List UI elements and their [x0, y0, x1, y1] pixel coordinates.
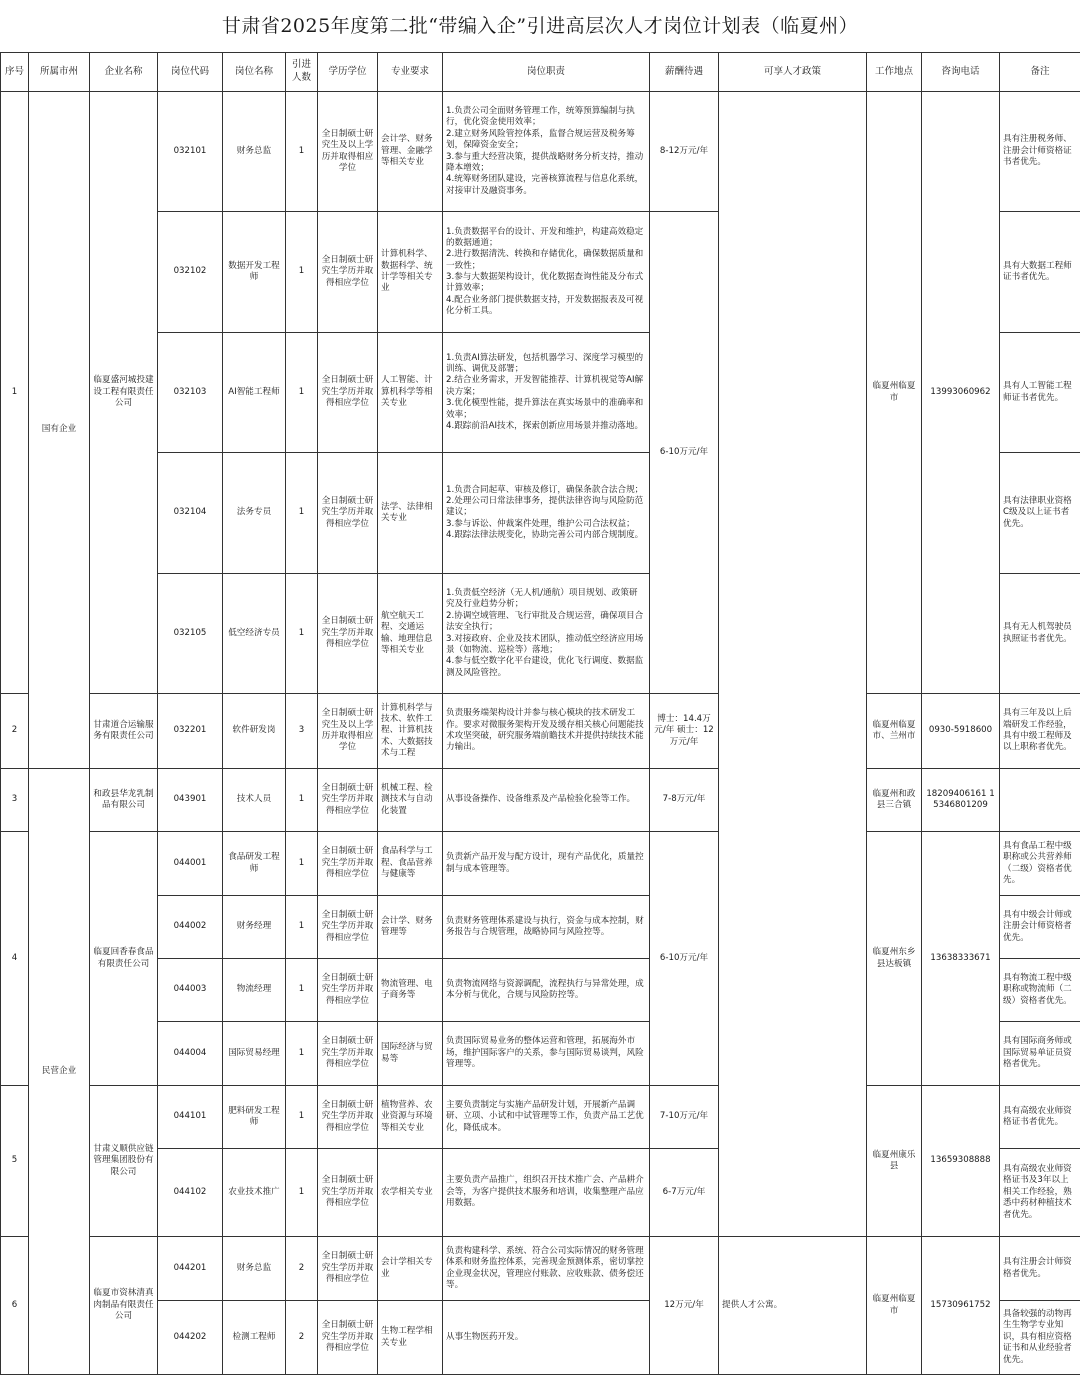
count-cell: 3 — [286, 694, 318, 769]
education-cell: 全日制硕士研究生学历并取得相应学位 — [318, 333, 378, 453]
duties-cell: 负责物流网络与资源调配，流程执行与异常处理，成本分析与优化，合规与风险防控等。 — [443, 959, 650, 1022]
duties-cell: 负责国际贸易业务的整体运营和管理，拓展海外市场，维护国际客户的关系，参与国际贸易谈判，风险管理等。 — [443, 1022, 650, 1086]
category-cell: 国有企业 — [29, 92, 90, 769]
duties-cell: 负责服务端架构设计并参与核心模块的技术研发工作。要求对微服务架构开发及缓存相关核心问题能技术攻坚突破，研究服务端前瞻技术并提供持续技术能力输出。 — [443, 694, 650, 769]
education-cell: 全日制硕士研究生学历并取得相应学位 — [318, 959, 378, 1022]
job-name-cell: 技术人员 — [223, 769, 286, 832]
page-title: 甘肃省2025年度第二批“带编入企”引进高层次人才岗位计划表（临夏州） — [221, 15, 859, 37]
count-cell: 2 — [286, 1301, 318, 1375]
duties-cell: 1.负责AI算法研发，包括机器学习、深度学习模型的训练、调优及部署； 2.结合业务需求，开发智能推荐、计算机视觉等AI解决方案； 3.优化模型性能，提升算法在真实场景中的准确率和效率； 4.跟踪前沿AI技术，探索创新应用场景并推动落地。 — [443, 333, 650, 453]
notes-cell: 具有注册税务师、注册会计师资格证书者优先。 — [1000, 92, 1080, 212]
category-cell: 民营企业 — [29, 769, 90, 1375]
duties-cell: 1.负责数据平台的设计、开发和维护，构建高效稳定的数据通道； 2.进行数据清洗、转换和存储优化，确保数据质量和一致性； 3.参与大数据架构设计，优化数据查询性能及分布式计算效率； 4.配合业务部门提供数据支持，开发数据报表及可视化分析工具。 — [443, 212, 650, 333]
header-count: 引进人数 — [286, 53, 318, 92]
recruitment-plan-table — [0, 52, 1080, 1375]
count-cell: 1 — [286, 959, 318, 1022]
header-duties: 岗位职责 — [443, 53, 650, 92]
major-cell: 食品科学与工程、食品营养与健康等 — [378, 832, 443, 896]
seq-cell: 2 — [1, 694, 29, 769]
duties-cell: 负责财务管理体系建设与执行，资金与成本控制，财务报告与合规管理，战略协同与风险控等。 — [443, 896, 650, 959]
major-cell: 国际经济与贸易等 — [378, 1022, 443, 1086]
phone-cell: 15730961752 — [922, 1237, 1000, 1375]
job-name-cell: 财务总监 — [223, 92, 286, 212]
major-cell: 会计学、财务管理等 — [378, 896, 443, 959]
major-cell: 航空航天工程、交通运输、地理信息等相关专业 — [378, 574, 443, 694]
job-code-cell: 044002 — [158, 896, 223, 959]
notes-cell: 具有物流工程中级职称或物流师（二级）资格者优先。 — [1000, 959, 1080, 1022]
job-code-cell: 044201 — [158, 1237, 223, 1301]
table-row — [1, 1237, 1080, 1301]
seq-cell: 6 — [1, 1237, 29, 1375]
seq-cell: 5 — [1, 1086, 29, 1237]
education-cell: 全日制硕士研究生学历并取得相应学位 — [318, 769, 378, 832]
company-name-cell: 甘肃道合运输服务有限责任公司 — [90, 694, 158, 769]
duties-cell: 1.负责低空经济（无人机/通航）项目规划、政策研究及行业趋势分析； 2.协调空域管理、飞行审批及合规运营，确保项目合法安全执行； 3.对接政府、企业及技术团队，推动低空经济应用场景（如物流、巡检等）落地； 4.参与低空数字化平台建设，优化飞行调度、数据监测及风险管控。 — [443, 574, 650, 694]
education-cell: 全日制硕士研究生及以上学历并取得相应学位 — [318, 694, 378, 769]
job-name-cell: 财务总监 — [223, 1237, 286, 1301]
notes-cell: 具备较强的动物再生生物学专业知识，具有相应资格证书和从业经验者优先。 — [1000, 1301, 1080, 1375]
company-name-cell: 临夏盛河城投建设工程有限责任公司 — [90, 92, 158, 694]
location-cell: 临夏州临夏市 — [867, 92, 922, 694]
phone-cell: 18209406161 15346801209 — [922, 769, 1000, 832]
header-job-name: 岗位名称 — [223, 53, 286, 92]
seq-cell: 1 — [1, 92, 29, 694]
notes-cell: 具有法律职业资格C级及以上证书者优先。 — [1000, 453, 1080, 574]
location-cell: 临夏州临夏市、兰州市 — [867, 694, 922, 769]
major-cell: 农学相关专业 — [378, 1149, 443, 1237]
education-cell: 全日制硕士研究生学历并取得相应学位 — [318, 1237, 378, 1301]
job-code-cell: 044102 — [158, 1149, 223, 1237]
header-seq: 序号 — [1, 53, 29, 92]
table-row — [1, 832, 1080, 896]
salary-cell: 6-10万元/年 — [650, 212, 719, 694]
location-cell: 临夏州东乡县达板镇 — [867, 832, 922, 1086]
job-name-cell: 食品研发工程师 — [223, 832, 286, 896]
header-policy: 可享人才政策 — [719, 53, 867, 92]
education-cell: 全日制硕士研究生及以上学历并取得相应学位 — [318, 92, 378, 212]
count-cell: 1 — [286, 896, 318, 959]
header-major: 专业要求 — [378, 53, 443, 92]
job-code-cell: 032201 — [158, 694, 223, 769]
job-code-cell: 032102 — [158, 212, 223, 333]
salary-cell: 6-7万元/年 — [650, 1149, 719, 1237]
job-name-cell: 低空经济专员 — [223, 574, 286, 694]
duties-cell: 1.负责合同起草、审核及修订，确保条款合法合规； 2.处理公司日常法律事务，提供法律咨询与风险防范建议； 3.参与诉讼、仲裁案件处理，维护公司合法权益； 4.跟踪法律法规变化，协助完善公司内部合规制度。 — [443, 453, 650, 574]
education-cell: 全日制硕士研究生学历并取得相应学位 — [318, 1301, 378, 1375]
header-notes: 备注 — [1000, 53, 1080, 92]
job-name-cell: 数据开发工程师 — [223, 212, 286, 333]
major-cell: 计算机科学、数据科学、统计学等相关专业 — [378, 212, 443, 333]
major-cell: 机械工程、检测技术与自动化装置 — [378, 769, 443, 832]
job-code-cell: 032105 — [158, 574, 223, 694]
job-code-cell: 044202 — [158, 1301, 223, 1375]
notes-cell: 具有注册会计师资格者优先。 — [1000, 1237, 1080, 1301]
major-cell: 生物工程学相关专业 — [378, 1301, 443, 1375]
job-name-cell: 农业技术推广 — [223, 1149, 286, 1237]
education-cell: 全日制硕士研究生学历并取得相应学位 — [318, 1086, 378, 1149]
header-phone: 咨询电话 — [922, 53, 1000, 92]
job-code-cell: 044003 — [158, 959, 223, 1022]
location-cell: 临夏州临夏市 — [867, 1237, 922, 1375]
duties-cell: 负责构建科学、系统、符合公司实际情况的财务管理体系和财务监控体系，完善现金预测体系，密切掌控企业现金状况，管理应付账款、应收账款、债务偿还等。 — [443, 1237, 650, 1301]
company-name-cell: 临夏市资林清真肉制品有限责任公司 — [90, 1237, 158, 1375]
education-cell: 全日制硕士研究生学历并取得相应学位 — [318, 1149, 378, 1237]
count-cell: 1 — [286, 92, 318, 212]
salary-cell: 6-10万元/年 — [650, 832, 719, 1086]
education-cell: 全日制硕士研究生学历并取得相应学位 — [318, 1022, 378, 1086]
table-row — [1, 694, 1080, 769]
seq-cell: 3 — [1, 769, 29, 832]
major-cell: 会计学、财务管理、金融学等相关专业 — [378, 92, 443, 212]
major-cell: 会计学相关专业 — [378, 1237, 443, 1301]
major-cell: 法学、法律相关专业 — [378, 453, 443, 574]
count-cell: 1 — [286, 453, 318, 574]
notes-cell: 具有食品工程中级职称或公共营养师（二级）资格者优先。 — [1000, 832, 1080, 896]
job-code-cell: 032104 — [158, 453, 223, 574]
policy-cell: 提供人才公寓。 — [719, 1237, 867, 1375]
duties-cell: 负责新产品开发与配方设计，现有产品优化，质量控制与成本管理等。 — [443, 832, 650, 896]
count-cell: 1 — [286, 1022, 318, 1086]
header-salary: 薪酬待遇 — [650, 53, 719, 92]
count-cell: 1 — [286, 769, 318, 832]
count-cell: 1 — [286, 832, 318, 896]
education-cell: 全日制硕士研究生学历并取得相应学位 — [318, 212, 378, 333]
header-job-code: 岗位代码 — [158, 53, 223, 92]
duties-cell: 从事设备操作、设备维系及产品检验化验等工作。 — [443, 769, 650, 832]
count-cell: 2 — [286, 1237, 318, 1301]
company-name-cell: 甘肃义顺供应链管理集团股份有限公司 — [90, 1086, 158, 1237]
notes-cell: 具有人工智能工程师证书者优先。 — [1000, 333, 1080, 453]
count-cell: 1 — [286, 1149, 318, 1237]
table-row — [1, 1086, 1080, 1149]
notes-cell — [1000, 769, 1080, 832]
count-cell: 1 — [286, 333, 318, 453]
salary-cell: 7-8万元/年 — [650, 769, 719, 832]
company-name-cell: 临夏回香春食品有限责任公司 — [90, 832, 158, 1086]
job-name-cell: 物流经理 — [223, 959, 286, 1022]
job-name-cell: 财务经理 — [223, 896, 286, 959]
count-cell: 1 — [286, 1086, 318, 1149]
job-code-cell: 044001 — [158, 832, 223, 896]
education-cell: 全日制硕士研究生学历并取得相应学位 — [318, 832, 378, 896]
notes-cell: 具有中级会计师或注册会计师资格者优先。 — [1000, 896, 1080, 959]
education-cell: 全日制硕士研究生学历并取得相应学位 — [318, 574, 378, 694]
phone-cell: 13638333671 — [922, 832, 1000, 1086]
job-name-cell: 检测工程师 — [223, 1301, 286, 1375]
salary-cell: 12万元/年 — [650, 1237, 719, 1375]
education-cell: 全日制硕士研究生学历并取得相应学位 — [318, 453, 378, 574]
notes-cell: 具有三年及以上后端研发工作经验，具有中级工程师及以上职称者优先。 — [1000, 694, 1080, 769]
duties-cell: 1.负责公司全面财务管理工作，统筹预算编制与执行，优化资金使用效率； 2.建立财务风险管控体系，监督合规运营及税务筹划，保障资金安全； 3.参与重大经营决策，提供战略财务分析支持，推动降本增效； 4.统筹财务团队建设，完善核算流程与信息化系统，对接审计及融资事务。 — [443, 92, 650, 212]
location-cell: 临夏州和政县三合镇 — [867, 769, 922, 832]
phone-cell: 13659308888 — [922, 1086, 1000, 1237]
header-company: 企业名称 — [90, 53, 158, 92]
company-name-cell: 和政县华龙乳制品有限公司 — [90, 769, 158, 832]
policy-cell — [719, 92, 867, 1237]
count-cell: 1 — [286, 574, 318, 694]
table-header-row — [1, 53, 1080, 92]
job-name-cell: 国际贸易经理 — [223, 1022, 286, 1086]
header-education: 学历学位 — [318, 53, 378, 92]
notes-cell: 具有高级农业师资格证书及3年以上相关工作经验，熟悉中药材种植技术者优先。 — [1000, 1149, 1080, 1237]
table-row — [1, 769, 1080, 832]
job-code-cell: 043901 — [158, 769, 223, 832]
header-location: 工作地点 — [867, 53, 922, 92]
job-name-cell: 肥料研发工程师 — [223, 1086, 286, 1149]
seq-cell: 4 — [1, 832, 29, 1086]
major-cell: 计算机科学与技术、软件工程、计算机技术、大数据技术与工程 — [378, 694, 443, 769]
salary-cell: 8-12万元/年 — [650, 92, 719, 212]
major-cell: 物流管理、电子商务等 — [378, 959, 443, 1022]
duties-cell: 主要负责制定与实施产品研发计划，开展新产品调研、立项、小试和中试管理等工作，负责产品工艺优化，降低成本。 — [443, 1086, 650, 1149]
phone-cell: 13993060962 — [922, 92, 1000, 694]
duties-cell: 从事生物医药开发。 — [443, 1301, 650, 1375]
job-name-cell: AI智能工程师 — [223, 333, 286, 453]
notes-cell: 具有国际商务师或国际贸易单证员资格者优先。 — [1000, 1022, 1080, 1086]
notes-cell: 具有无人机驾驶员执照证书者优先。 — [1000, 574, 1080, 694]
notes-cell: 具有高级农业师资格证书者优先。 — [1000, 1086, 1080, 1149]
job-code-cell: 044101 — [158, 1086, 223, 1149]
job-code-cell: 044004 — [158, 1022, 223, 1086]
job-name-cell: 法务专员 — [223, 453, 286, 574]
education-cell: 全日制硕士研究生学历并取得相应学位 — [318, 896, 378, 959]
table-row — [1, 92, 1080, 212]
major-cell: 人工智能、计算机科学等相关专业 — [378, 333, 443, 453]
duties-cell: 主要负责产品推广，组织召开技术推广会、产品耕介会等，为客户提供技术服务和培训，收集整理产品应用数据。 — [443, 1149, 650, 1237]
major-cell: 植物营养、农业资源与环境等相关专业 — [378, 1086, 443, 1149]
header-city: 所属市州 — [29, 53, 90, 92]
phone-cell: 0930-5918600 — [922, 694, 1000, 769]
job-code-cell: 032103 — [158, 333, 223, 453]
job-code-cell: 032101 — [158, 92, 223, 212]
notes-cell: 具有大数据工程师证书者优先。 — [1000, 212, 1080, 333]
job-name-cell: 软件研发岗 — [223, 694, 286, 769]
location-cell: 临夏州康乐县 — [867, 1086, 922, 1237]
count-cell: 1 — [286, 212, 318, 333]
salary-cell: 7-10万元/年 — [650, 1086, 719, 1149]
salary-cell: 博士：14.4万元/年 硕士：12万元/年 — [650, 694, 719, 769]
